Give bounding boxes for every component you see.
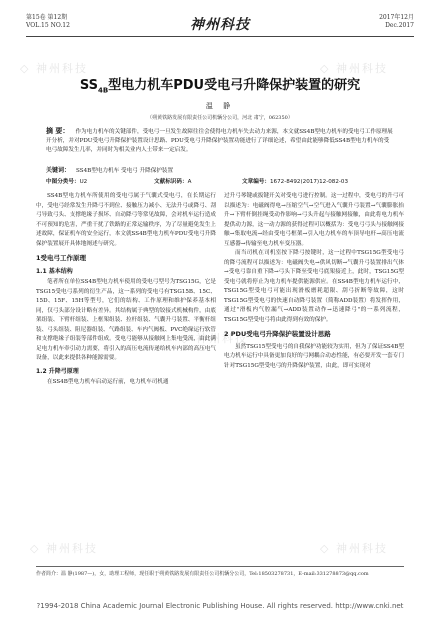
paragraph: 而当司机在司机室按下降弓按键时，这一过程中TSG15G型受电弓的降弓流程可以描述为：电磁阀失电→供风切断→气囊升弓装置排出气体→受电弓靠自重下降→弓头下降至受电弓底架接近上，此时，TSG15G型受电弓就将停止为电力机车提供能源供应。在SS4B型电力机车运行中，TSG15G型受电弓可能出现滑板磨耗超限、刮弓折断等故障，这时TSG15G型受电弓的快速自动降弓装置（简称ADD装置）将发挥作用，通过"滑板内气腔漏气→ADD装置动作→迅速降弓"的一系列流程，TSG15G型受电弓将由此得到有效的保护。 xyxy=(224,250,404,323)
copyright-line: ?1994-2018 China Academic Journal Electronic Publishing House. All rights reserved. http://www.cnki.net xyxy=(36,602,404,610)
section-heading: 1受电弓工作原理 xyxy=(36,254,87,262)
watermark: ◇ 神州科技 xyxy=(320,62,388,75)
paragraph: 过升弓琴键或扳键开关对受电弓进行控制。这一过程中，受电弓的升弓可以描述为：电磁阀得电→压缩空气→空气进入气囊升弓装置→气囊膨胀抬升→下臂杆倒挂绳受动作影响→弓头升起与接触网接触，由此将电力机车提供动力源，这一动力源的获得过程可以概括为：受电弓弓头与接触网接触→集取电流→经由受电弓框架→引入电力机车的车顶导电杆→高压电流互感器→传输至电力机车变压器。 xyxy=(224,193,404,247)
issue-date: 2017年12月 Dec.2017 xyxy=(379,14,414,29)
paragraph: 笔者所在单位SS4B型电力机车使用的受电弓型号为TSG15G，它是TSG15受电弓系列的衍生产品，这一系列的受电弓有TSG15B、15C、15D、15F、15H等型号，它们的结构、工作原理和维护保养基本相同，仅弓头部分设计略有差异。其结构属于典型的铰接式机械构件，由底架组装、下臂杆组装、上框架组装、拉杆组装、气囊升弓装置、平衡杆组装、弓头组装、阻尼器组装、气路组装、车内气阀板、PVC绝缘运行软管和支撑绝缘子组装等部件组成。受电弓能够从接触网上集电受流，由此满足电力机车牵引动力需要，将引入的高压电流传递给机车内部的高压电气设备，以此来提供各种能源需要。 xyxy=(36,279,216,361)
paragraph: SS4B型电力机车所使用的受电弓属于气囊式受电弓，在长期运行中，受电弓经常发生升降弓不到位、接触压力减小、无法升弓或降弓、刮弓导致弓头、支撑绝缘子损坏、自动降弓等常见故障，会对机车运行造成不可预知的危害，严重干扰了铁路的正常运输秩序，为了尽量避免发生上述故障，保证机车的安全运行，本文就SS4B型电力机车PDU受电弓升降保护装置展开具体地阐述与研究。 xyxy=(36,193,216,247)
body-column-right xyxy=(224,192,404,371)
author-affiliation: （朔黄铁路发展有限责任公司机辆分公司，河北 肃宁，062350） xyxy=(147,115,293,121)
keywords: 关键词： SS4B型电力机车 受电弓 升降保护装置 xyxy=(46,167,174,174)
keywords-label: 关键词： xyxy=(46,167,71,174)
article-id: 文章编号：1672-8492(2017)12-082-03 xyxy=(242,179,349,185)
author-name: 温 静 xyxy=(205,102,235,110)
body-column-left xyxy=(36,192,216,388)
abstract-label: 摘 要： xyxy=(46,127,70,135)
clc-code: 中图分类号：U2 xyxy=(46,179,88,185)
abstract-text: 作为电力机车的关键部件，受电弓一旦发生故障往往会使得电力机车失去动力来源，本文就SS4B型电力机车的受电弓工作原理展开分析，并对PDU受电弓升降保护装置设计思路、PDU受电弓升降保护装置功能进行了详细论述，希望由此能够降低SS4B型电力机车的受电弓故障发生几率，并同时为相关业内人士带来一定启发。 xyxy=(46,129,393,153)
subsection-heading: 1.2 升降弓原理 xyxy=(36,367,79,375)
watermark: ◇ 神州科技 xyxy=(30,542,98,555)
article-title: $SS_{4B}$型电力机车PDU受电弓升降保护装置的研究 xyxy=(79,78,361,95)
subsection-heading: 1.1 基本结构 xyxy=(36,267,73,275)
abstract xyxy=(46,127,394,155)
watermark: ◇ 神州科技 xyxy=(320,542,388,555)
author-footnote: 作者简介：温 静(1987—)，女，助理工程师，现任职于朔黄铁路发展有限责任公司机辆分公司，Tel:18503278731，E-mail:331278873@qq.com xyxy=(36,566,404,577)
paragraph: 在SS4B型电力机车启动运行前，电力机车司机通 xyxy=(47,379,169,385)
doc-code: 文献标识码：A xyxy=(154,179,192,185)
volume-info: 第15卷 第12期 VOL.15 NO.12 xyxy=(26,14,70,29)
paragraph: 虽然TSG15型受电弓的自我保护功能较为实用，但为了保证SS4B型电力机车运行中具备更加良好的弓网耦合动态性能，有必要开发一套专门针对TSG15G型受电弓的升降保护装置，由此，即可实现对 xyxy=(224,343,404,369)
journal-logo: 神州科技 xyxy=(190,17,250,33)
header-rule xyxy=(26,36,414,37)
watermark: ◇ 神州科技 xyxy=(20,62,88,75)
watermark: ◇ 神州科技 xyxy=(180,332,248,345)
section-heading: 2 PDU受电弓升降保护装置设计思路 xyxy=(224,330,331,338)
